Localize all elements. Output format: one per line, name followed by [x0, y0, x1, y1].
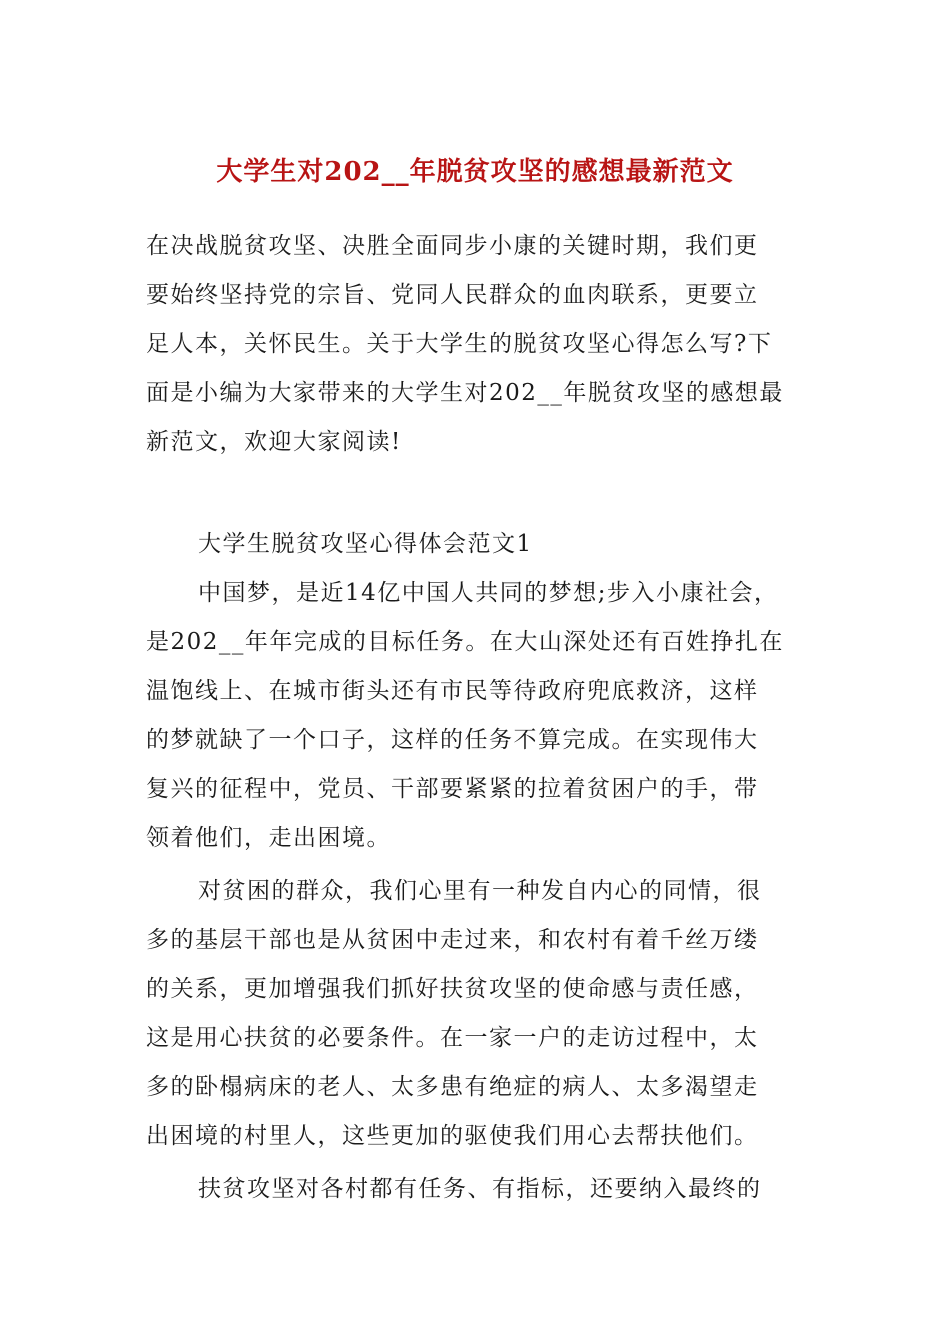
- text-line: 新范文，欢迎大家阅读!: [146, 429, 402, 455]
- text-line: 足人本，关怀民生。关于大学生的脱贫攻坚心得怎么写?下: [146, 331, 773, 357]
- body-paragraph-3: [146, 1165, 816, 1214]
- body-paragraph-2: [146, 867, 816, 1161]
- text-line: 是202__年年完成的目标任务。在大山深处还有百姓挣扎在: [146, 629, 784, 655]
- section-heading-text: 大学生脱贫攻坚心得体会范文1: [198, 531, 533, 557]
- text-line: 对贫困的群众，我们心里有一种发自内心的同情，很: [198, 878, 762, 904]
- text-line: 复兴的征程中，党员、干部要紧紧的拉着贫困户的手，带: [146, 776, 759, 802]
- document-title: 大学生对202__年脱贫攻坚的感想最新范文: [216, 157, 734, 187]
- text-line: 多的卧榻病床的老人、太多患有绝症的病人、太多渴望走: [146, 1074, 759, 1100]
- body-paragraph-1: [146, 569, 816, 863]
- text-line: 中国梦，是近14亿中国人共同的梦想;步入小康社会，: [198, 580, 779, 606]
- intro-paragraph: [146, 222, 816, 467]
- text-line: 多的基层干部也是从贫困中走过来，和农村有着千丝万缕: [146, 927, 759, 953]
- text-line: 在决战脱贫攻坚、决胜全面同步小康的关键时期，我们更: [146, 233, 759, 259]
- text-line: 温饱线上、在城市街头还有市民等待政府兜底救济，这样: [146, 678, 759, 704]
- text-line: 面是小编为大家带来的大学生对202__年脱贫攻坚的感想最: [146, 380, 784, 406]
- section-heading: [146, 520, 816, 569]
- text-line: 的关系，更加增强我们抓好扶贫攻坚的使命感与责任感，: [146, 976, 759, 1002]
- text-line: 要始终坚持党的宗旨、党同人民群众的血肉联系，更要立: [146, 282, 759, 308]
- text-line: 扶贫攻坚对各村都有任务、有指标，还要纳入最终的: [198, 1176, 762, 1202]
- text-line: 领着他们，走出困境。: [146, 825, 391, 851]
- text-line: 出困境的村里人，这些更加的驱使我们用心去帮扶他们。: [146, 1123, 759, 1149]
- text-line: 这是用心扶贫的必要条件。在一家一户的走访过程中，太: [146, 1025, 759, 1051]
- text-line: 的梦就缺了一个口子，这样的任务不算完成。在实现伟大: [146, 727, 759, 753]
